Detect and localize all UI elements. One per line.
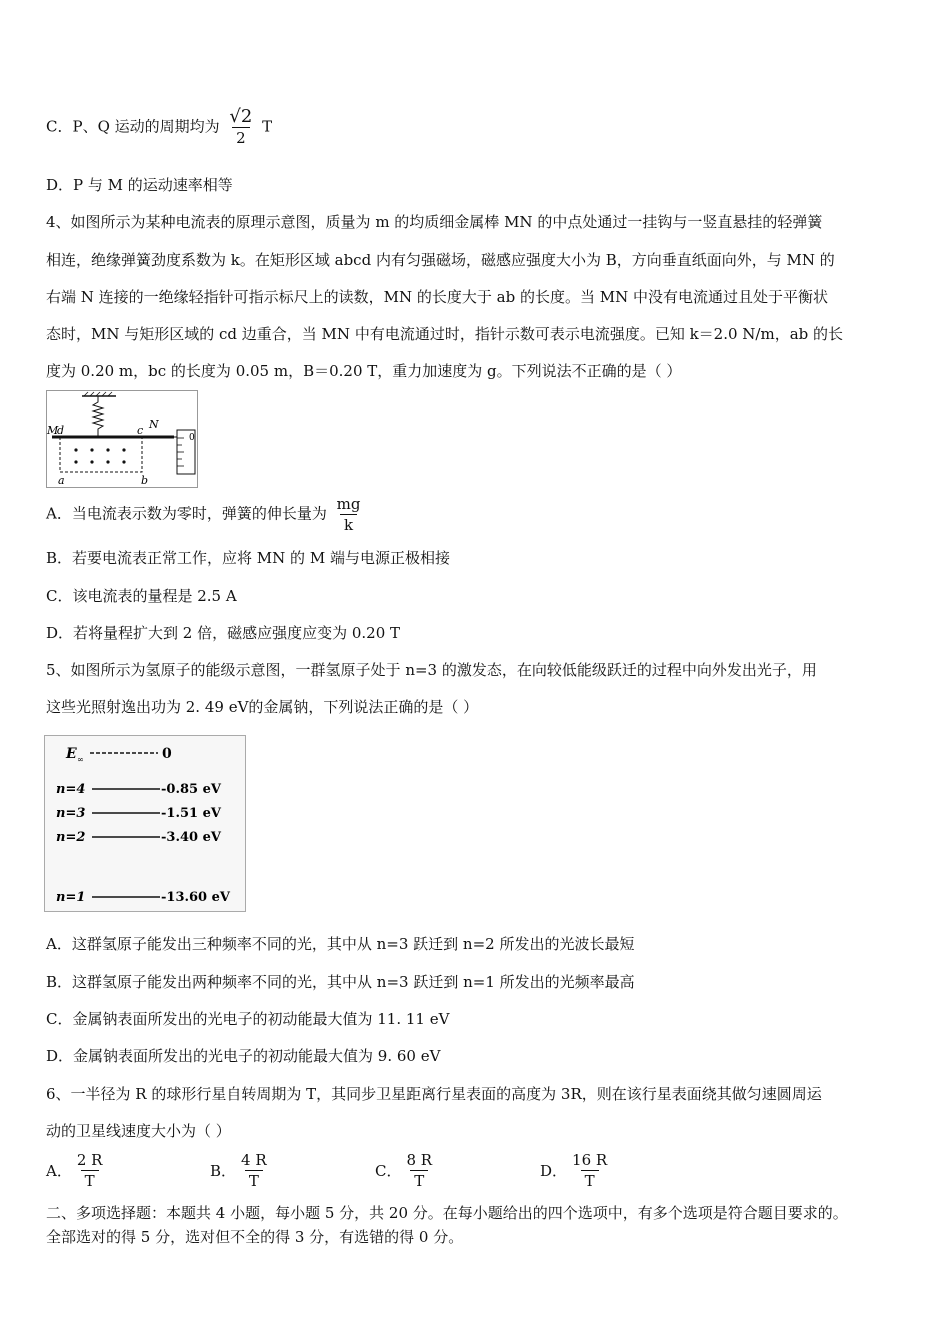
q6-option-b-label: B． bbox=[210, 1162, 237, 1180]
label-n: N bbox=[149, 418, 159, 431]
q4-option-a bbox=[46, 494, 365, 535]
q3-option-c-text: C．P、Q 运动的周期均为 bbox=[46, 117, 220, 136]
q4-option-a-fraction bbox=[335, 494, 363, 535]
q4-stem-line: 度为 0.20 m，bc 的长度为 0.05 m，B＝0.20 T，重力加速度为 g。下列说法不正确的是（ ） bbox=[46, 362, 682, 380]
level-n4-value: -0.85 eV bbox=[161, 782, 221, 797]
level-n2-label: n=2 bbox=[56, 830, 86, 845]
section2-heading-line: 二、多项选择题：本题共 4 小题，每小题 5 分，共 20 分。在每小题给出的四个选项中，有多个选项是符合题目要求的。 bbox=[46, 1204, 848, 1222]
q4-stem-line: 态时，MN 与矩形区域的 cd 边重合，当 MN 中有电流通过时，指针示数可表示电流强度。已知 k＝2.0 N/m，ab 的长 bbox=[46, 325, 844, 343]
q6-option-a-numerator: 2 R bbox=[76, 1151, 103, 1169]
q4-stem-line: 4、如图所示为某种电流表的原理示意图，质量为 m 的均质细金属棒 MN 的中点处通过一挂钩与一竖直悬挂的轻弹簧 bbox=[46, 213, 823, 231]
q5-option-b: B．这群氢原子能发出两种频率不同的光，其中从 n=3 跃迁到 n=1 所发出的光频率最高 bbox=[46, 973, 635, 991]
label-a: a bbox=[58, 474, 65, 487]
q6-option-c-fraction bbox=[404, 1150, 434, 1191]
q3-option-c-numerator: √2 bbox=[229, 106, 253, 127]
q5-stem-line: 这些光照射逸出功为 2. 49 eV的金属钠，下列说法正确的是（ ） bbox=[46, 698, 479, 716]
level-n3-label: n=3 bbox=[56, 806, 86, 821]
q6-option-d bbox=[540, 1150, 612, 1191]
q4-option-a-numerator: mg bbox=[336, 495, 361, 513]
q3-option-c-denominator: 2 bbox=[232, 127, 250, 148]
q4-option-c: C．该电流表的量程是 2.5 A bbox=[46, 587, 237, 605]
ammeter-diagram bbox=[46, 390, 198, 488]
label-d: d bbox=[57, 424, 65, 437]
q4-option-d: D．若将量程扩大到 2 倍，磁感应强度应变为 0.20 T bbox=[46, 624, 401, 642]
q3-option-c-fraction bbox=[227, 107, 254, 148]
level-n2-value: -3.40 eV bbox=[161, 830, 221, 845]
q4-option-b: B．若要电流表正常工作，应将 MN 的 M 端与电源正极相接 bbox=[46, 549, 450, 567]
q4-option-a-denominator: k bbox=[340, 514, 357, 535]
energy-level-diagram bbox=[44, 735, 246, 912]
q6-option-a-label: A． bbox=[46, 1162, 72, 1180]
q3-option-c-suffix: T bbox=[262, 117, 273, 136]
q4-option-a-text: A．当电流表示数为零时，弹簧的伸长量为 bbox=[46, 504, 327, 523]
q6-option-b-numerator: 4 R bbox=[241, 1151, 267, 1169]
level-n1-value: -13.60 eV bbox=[161, 890, 230, 905]
q6-option-c-label: C． bbox=[375, 1162, 402, 1180]
q4-stem-line: 右端 N 连接的一绝缘轻指针可指示标尺上的读数，MN 的长度大于 ab 的长度。当 MN 中没有电流通过且处于平衡状 bbox=[46, 288, 829, 306]
q6-option-c-denominator: T bbox=[410, 1170, 428, 1191]
q3-option-d: D．P 与 M 的运动速率相等 bbox=[46, 176, 233, 194]
q6-option-d-fraction bbox=[570, 1150, 609, 1191]
q5-option-c: C．金属钠表面所发出的光电子的初动能最大值为 11. 11 eV bbox=[46, 1010, 450, 1028]
level-n3-value: -1.51 eV bbox=[161, 806, 221, 821]
q6-option-b-fraction bbox=[239, 1150, 269, 1191]
q6-option-c bbox=[375, 1150, 437, 1191]
figure-border bbox=[47, 391, 198, 488]
q5-stem-line: 5、如图所示为氢原子的能级示意图，一群氢原子处于 n=3 的激发态，在向较低能级跃迁的过程中向外发出光子，用 bbox=[46, 661, 817, 679]
section2-heading-line: 全部选对的得 5 分，选对但不全的得 3 分，有选错的得 0 分。 bbox=[46, 1228, 464, 1246]
q6-option-b bbox=[210, 1150, 272, 1191]
header-zero-value: 0 bbox=[162, 746, 172, 762]
label-b: b bbox=[141, 474, 149, 487]
q5-option-d: D．金属钠表面所发出的光电子的初动能最大值为 9. 60 eV bbox=[46, 1047, 441, 1065]
label-c: c bbox=[137, 424, 144, 437]
header-e-subscript: ∞ bbox=[77, 755, 84, 764]
level-n4-label: n=4 bbox=[56, 782, 86, 797]
q6-option-d-denominator: T bbox=[581, 1170, 599, 1191]
q6-option-a-denominator: T bbox=[81, 1170, 99, 1191]
q6-option-d-label: D． bbox=[540, 1162, 568, 1180]
q6-stem-line: 动的卫星线速度大小为（ ） bbox=[46, 1122, 231, 1140]
q6-option-b-denominator: T bbox=[245, 1170, 263, 1191]
label-m: M bbox=[47, 424, 59, 437]
q6-option-d-numerator: 16 R bbox=[572, 1151, 608, 1169]
q6-option-c-numerator: 8 R bbox=[406, 1151, 433, 1169]
q6-option-a bbox=[46, 1150, 107, 1191]
level-n1-label: n=1 bbox=[56, 890, 86, 905]
q4-stem-line: 相连，绝缘弹簧劲度系数为 k。在矩形区域 abcd 内有匀强磁场，磁感应强度大小为 B，方向垂直纸面向外，与 MN 的 bbox=[46, 251, 835, 269]
header-e-label: E bbox=[66, 746, 77, 762]
q5-option-a: A．这群氢原子能发出三种频率不同的光，其中从 n=3 跃迁到 n=2 所发出的光波长最短 bbox=[46, 935, 635, 953]
q3-option-c bbox=[46, 107, 272, 148]
scale-zero-label: 0 bbox=[189, 433, 195, 443]
q6-option-a-fraction bbox=[75, 1150, 105, 1191]
q6-stem-line: 6、一半径为 R 的球形行星自转周期为 T，其同步卫星距离行星表面的高度为 3R，则在该行星表面绕其做匀速圆周运 bbox=[46, 1085, 822, 1103]
